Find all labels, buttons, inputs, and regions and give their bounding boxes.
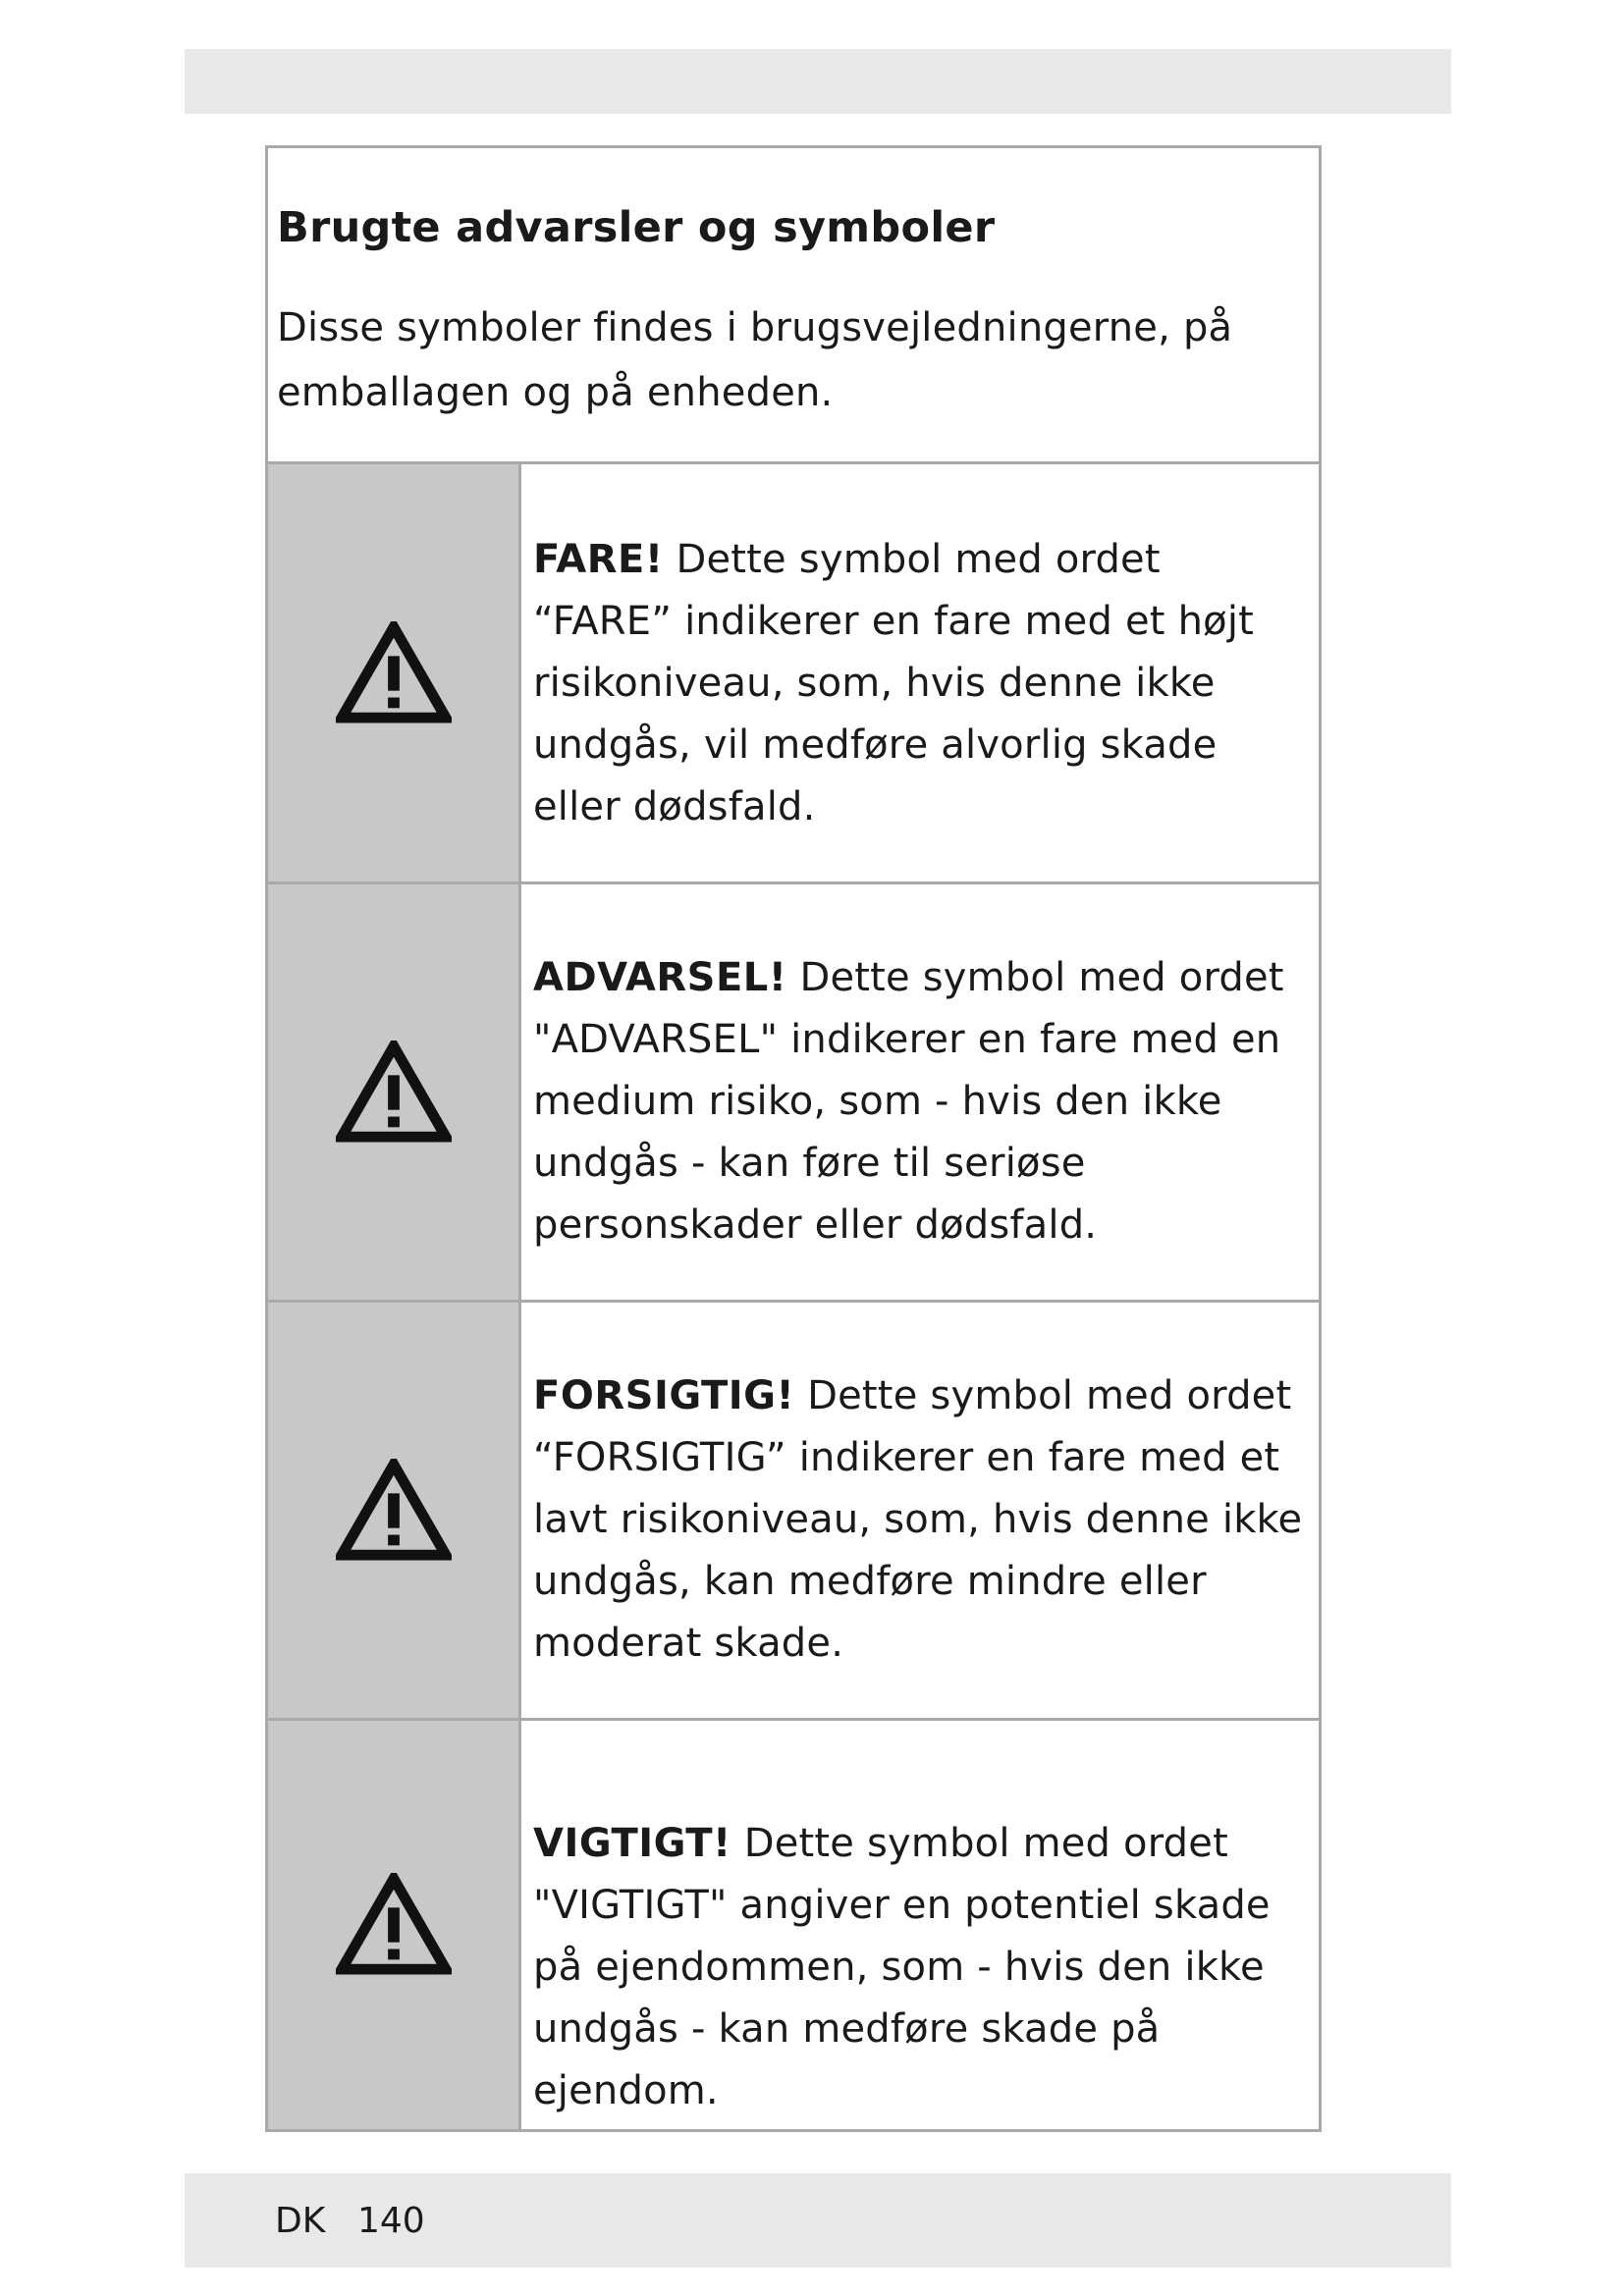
warning-triangle-icon <box>268 1303 521 1718</box>
warnings-table <box>265 145 1322 2132</box>
language-code: DK <box>275 2201 326 2241</box>
warning-row-advarsel <box>268 884 1319 1303</box>
warning-row-fare <box>268 464 1319 884</box>
warning-label: VIGTIGT! <box>533 1821 731 1866</box>
warning-text-vigtigt <box>533 1813 1311 2122</box>
warning-label: FORSIGTIG! <box>533 1373 795 1418</box>
warning-description: Dette symbol med ordet "VIGTIGT" angiver en potentiel skade på ejendommen, som - hvis den ikke undgås - kan medføre skade på ejendom. <box>533 1821 1271 2113</box>
warning-description: Dette symbol med ordet “FARE” indikerer en fare med et højt risikoniveau, som, hvis denne ikke undgås, vil medføre alvorlig skade eller dødsfald. <box>533 537 1255 829</box>
warning-row-forsigtig <box>268 1303 1319 1721</box>
warning-triangle-icon <box>268 884 521 1300</box>
warning-description: Dette symbol med ordet "ADVARSEL" indikerer en fare med en medium risiko, som - hvis den ikke undgås - kan føre til seriøse personskader eller dødsfald. <box>533 955 1284 1248</box>
warning-triangle-icon <box>268 1721 521 2129</box>
warning-row-vigtigt <box>268 1721 1319 2129</box>
page-number: 140 <box>357 2201 425 2241</box>
warning-text-advarsel <box>533 947 1311 1256</box>
section-title: Brugte advarsler og symboler <box>277 203 996 252</box>
page-footer <box>185 2173 1451 2268</box>
top-bar <box>185 49 1451 114</box>
warning-triangle-icon <box>268 464 521 881</box>
warning-label: ADVARSEL! <box>533 955 787 1000</box>
warning-label: FARE! <box>533 537 664 582</box>
intro-text: Disse symboler findes i brugsvejledningerne, på emballagen og på enheden. <box>277 305 1233 415</box>
intro-section <box>268 148 1319 464</box>
warning-description: Dette symbol med ordet “FORSIGTIG” indikerer en fare med et lavt risikoniveau, som, hvis denne ikke undgås, kan medføre mindre eller moderat skade. <box>533 1373 1303 1666</box>
warning-text-fare <box>533 529 1311 838</box>
warning-text-forsigtig <box>533 1365 1311 1675</box>
